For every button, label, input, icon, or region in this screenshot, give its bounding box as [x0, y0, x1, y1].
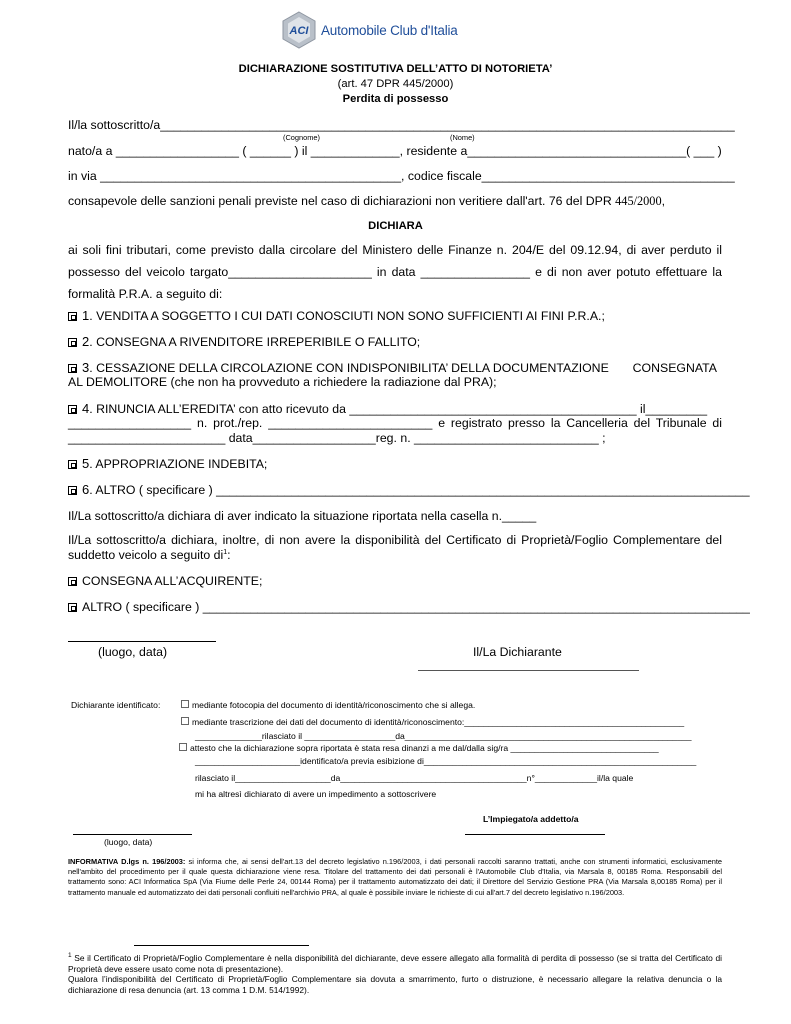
surname-hint: (Cognome) — [283, 133, 320, 142]
checkbox-icon[interactable] — [179, 743, 187, 751]
declares-heading: DICHIARA — [368, 220, 423, 232]
declarant-label: Il/La Dichiarante — [473, 645, 562, 659]
option-number: 2 — [82, 334, 90, 349]
indicated-box-statement[interactable]: Il/La sottoscritto/a dichiara di aver indicato la situazione riportata nella casella n._____ — [68, 509, 537, 523]
certificate-statement-line2: suddetto veicolo a seguito $di^1$: — [68, 548, 231, 562]
option-2[interactable] — [68, 334, 420, 349]
option-4-line3[interactable]: _______________________ data__________________reg. n. ___________________________ ; — [68, 431, 606, 445]
place-date-label: (luogo, data) — [98, 645, 168, 659]
declarant-signature-line[interactable] — [418, 670, 639, 671]
option-label: . APPROPRIAZIONE INDEBITA; — [89, 457, 268, 471]
checkbox-icon[interactable] — [181, 700, 189, 708]
place-date-line[interactable] — [68, 641, 216, 642]
declares-intro-line2[interactable]: possesso del veicolo targato_____________________ in data ________________ e di non aver potuto effettuare la — [68, 265, 722, 279]
footnote: $^1$ Se il Certificato di Proprietà/Foglio Complementare è nella disponibilità del dichiarante, deve essere allegato alla formalità di perdita di possesso (se si tratta del Certificato di Proprietà deve essere usato come nota di presentazione). Qualora l’indisponibilità del Certificato di Proprietà/Foglio Complementare sia dovuta a smarrimento, furto o distruzione, è necessario allegare la relativa denuncia o la dichiarazione di resa denuncia (art. 13 comma 1 D.M. 514/1992). — [68, 952, 722, 996]
identification-attest-line3[interactable]: rilasciato il____________________da_______________________________________n°_____________il/la quale — [195, 773, 634, 783]
option-label: CONSEGNA ALL’ACQUIRENTE; — [82, 574, 263, 588]
option-label: . CONSEGNA A RIVENDITORE IRREPERIBILE O FALLITO; — [89, 335, 421, 349]
checkbox-icon[interactable] — [68, 405, 77, 414]
address-taxcode-field[interactable]: in via ____________________________________________, codice fiscale_____________________________________ — [68, 169, 735, 183]
aci-emblem-icon — [279, 10, 319, 50]
option-number: 6 — [82, 482, 90, 497]
declares-intro-line3: formalità P.R.A. a seguito di: — [68, 287, 223, 301]
awareness-statement: consapevole delle sanzioni penali previste nel caso di dichiarazioni non veritiere dall'art. 76 del DPR 445/2000, — [68, 194, 666, 208]
document-subject: Perdita di possesso — [342, 93, 449, 105]
document-subtitle: (art. 47 DPR 445/2000) — [337, 78, 454, 90]
option-number: 3 — [82, 360, 90, 375]
employee-label: L’Impiegato/a addetto/a — [483, 814, 579, 824]
checkbox-icon[interactable] — [68, 603, 77, 612]
checkbox-icon[interactable] — [68, 577, 77, 586]
identification-option-photocopy[interactable]: mediante fotocopia del documento di identità/riconoscimento che si allega. — [181, 700, 475, 710]
checkbox-icon[interactable] — [68, 460, 77, 469]
aci-logo — [279, 10, 458, 50]
name-hint: (Nome) — [450, 133, 475, 142]
certificate-statement-line1: Il/La sottoscritto/a dichiara, inoltre, di non avere la disponibilità del Certificato di Proprietà/Foglio Complementare del — [68, 533, 722, 547]
checkbox-icon[interactable] — [68, 338, 77, 347]
option-label: . RINUNCIA ALL’EREDITA’ con atto ricevuto da __________________________________________ il_________ — [89, 402, 708, 416]
identification-option-attest[interactable]: attesto che la dichiarazione sopra riportata è stata resa dinanzi a me dal/dalla sig/ra _______________________________ — [179, 743, 659, 753]
identification-attest-line2[interactable]: ______________________identificato/a previa esibizione di_________________________________________________________ — [195, 756, 697, 766]
brand-name: Automobile Club d'Italia — [321, 23, 458, 38]
id-place-date-label: (luogo, data) — [104, 837, 153, 847]
option-number: 5 — [82, 456, 90, 471]
undersigned-field[interactable]: Il/la sottoscritto/a____________________________________________________________________________________ — [68, 118, 735, 132]
option-label: . ALTRO ( specificare ) ______________________________________________________________________________ — [89, 483, 750, 497]
option-3-continuation: AL DEMOLITORE (che non ha provveduto a richiedere la radiazione dal PRA); — [68, 375, 497, 389]
birth-residence-field[interactable]: nato/a a __________________ ( ______ ) il _____________, residente a________________________________( ___ ) — [68, 144, 722, 158]
identification-attest-line4: mi ha altresì dichiarato di avere un impedimento a sottoscrivere — [195, 789, 437, 799]
footnote-mark: 1 — [68, 952, 72, 959]
document-title: DICHIARAZIONE SOSTITUTIVA DELL’ATTO DI NOTORIETA’ — [238, 63, 553, 75]
option-label: . CESSAZIONE DELLA CIRCOLAZIONE CON INDISPONIBILITA’ DELLA DOCUMENTAZIONE CONSEGNATA — [89, 361, 717, 375]
id-place-date-line[interactable] — [73, 834, 192, 835]
option-1[interactable] — [68, 308, 605, 323]
option-number: 1 — [82, 308, 90, 323]
aci-emblem-text: ACI — [289, 25, 309, 37]
checkbox-icon[interactable] — [68, 486, 77, 495]
option-number: 4 — [82, 401, 90, 416]
identification-transcription-line2[interactable]: ______________rilasciato il ___________________da____________________________________________________________ — [195, 731, 692, 741]
identification-label: Dichiarante identificato: — [71, 700, 161, 710]
checkbox-icon[interactable] — [68, 364, 77, 373]
cert-option-delivery[interactable] — [68, 574, 262, 588]
checkbox-icon[interactable] — [68, 312, 77, 321]
option-label: . VENDITA A SOGGETTO I CUI DATI CONOSCIUTI NON SONO SUFFICIENTI AI FINI P.R.A.; — [89, 309, 605, 323]
declares-intro-line1: ai soli fini tributari, come previsto dalla circolare del Ministero delle Finanze n. 204/E del 09.12.94, di aver perduto il — [68, 243, 722, 257]
option-5[interactable] — [68, 456, 267, 471]
employee-signature-line[interactable] — [465, 834, 605, 835]
option-3[interactable] — [68, 360, 722, 375]
option-6[interactable] — [68, 482, 750, 497]
footnote-separator — [134, 945, 309, 946]
checkbox-icon[interactable] — [181, 717, 189, 725]
cert-option-other[interactable] — [68, 600, 750, 614]
footnote-ref: 1 — [223, 548, 228, 556]
option-label[interactable]: ALTRO ( specificare ) ________________________________________________________________________________ — [82, 600, 750, 614]
option-4[interactable] — [68, 401, 707, 416]
privacy-notice: INFORMATIVA D.lgs n. 196/2003: si informa che, ai sensi dell'art.13 del decreto legislativo n.196/2003, i dati personali raccolti saranno trattati, anche con strumenti informatici, esclusivamente nell'ambito del procedimento per il quale questa dichiarazione viene resa. Titolare del trattamento dei dati personali è l'Automobile Club d'Italia, via Marsala 8, 00185 Roma. Responsabili del trattamento sono: ACI Informatica SpA (Via Fiume delle Perle 24, 00144 Roma) per il trattamento automatizzato dei dati; il Direttore del Servizio Gestione PRA (Via Marsala 8,00185 Roma) per il trattamento manuale ed automatizzato dei dati personali confluiti nell'archivio PRA, al quale è possibile inviare le richieste di cui all'art.7 del decreto legislativo n.196/2003. — [68, 857, 722, 897]
option-4-line2[interactable]: __________________ n. prot./rep. ________________________ e registrato presso la Cancelleria del Tribunale di — [68, 416, 722, 430]
identification-option-transcription[interactable]: mediante trascrizione dei dati del documento di identità/riconoscimento:______________________________________________ — [181, 717, 684, 727]
